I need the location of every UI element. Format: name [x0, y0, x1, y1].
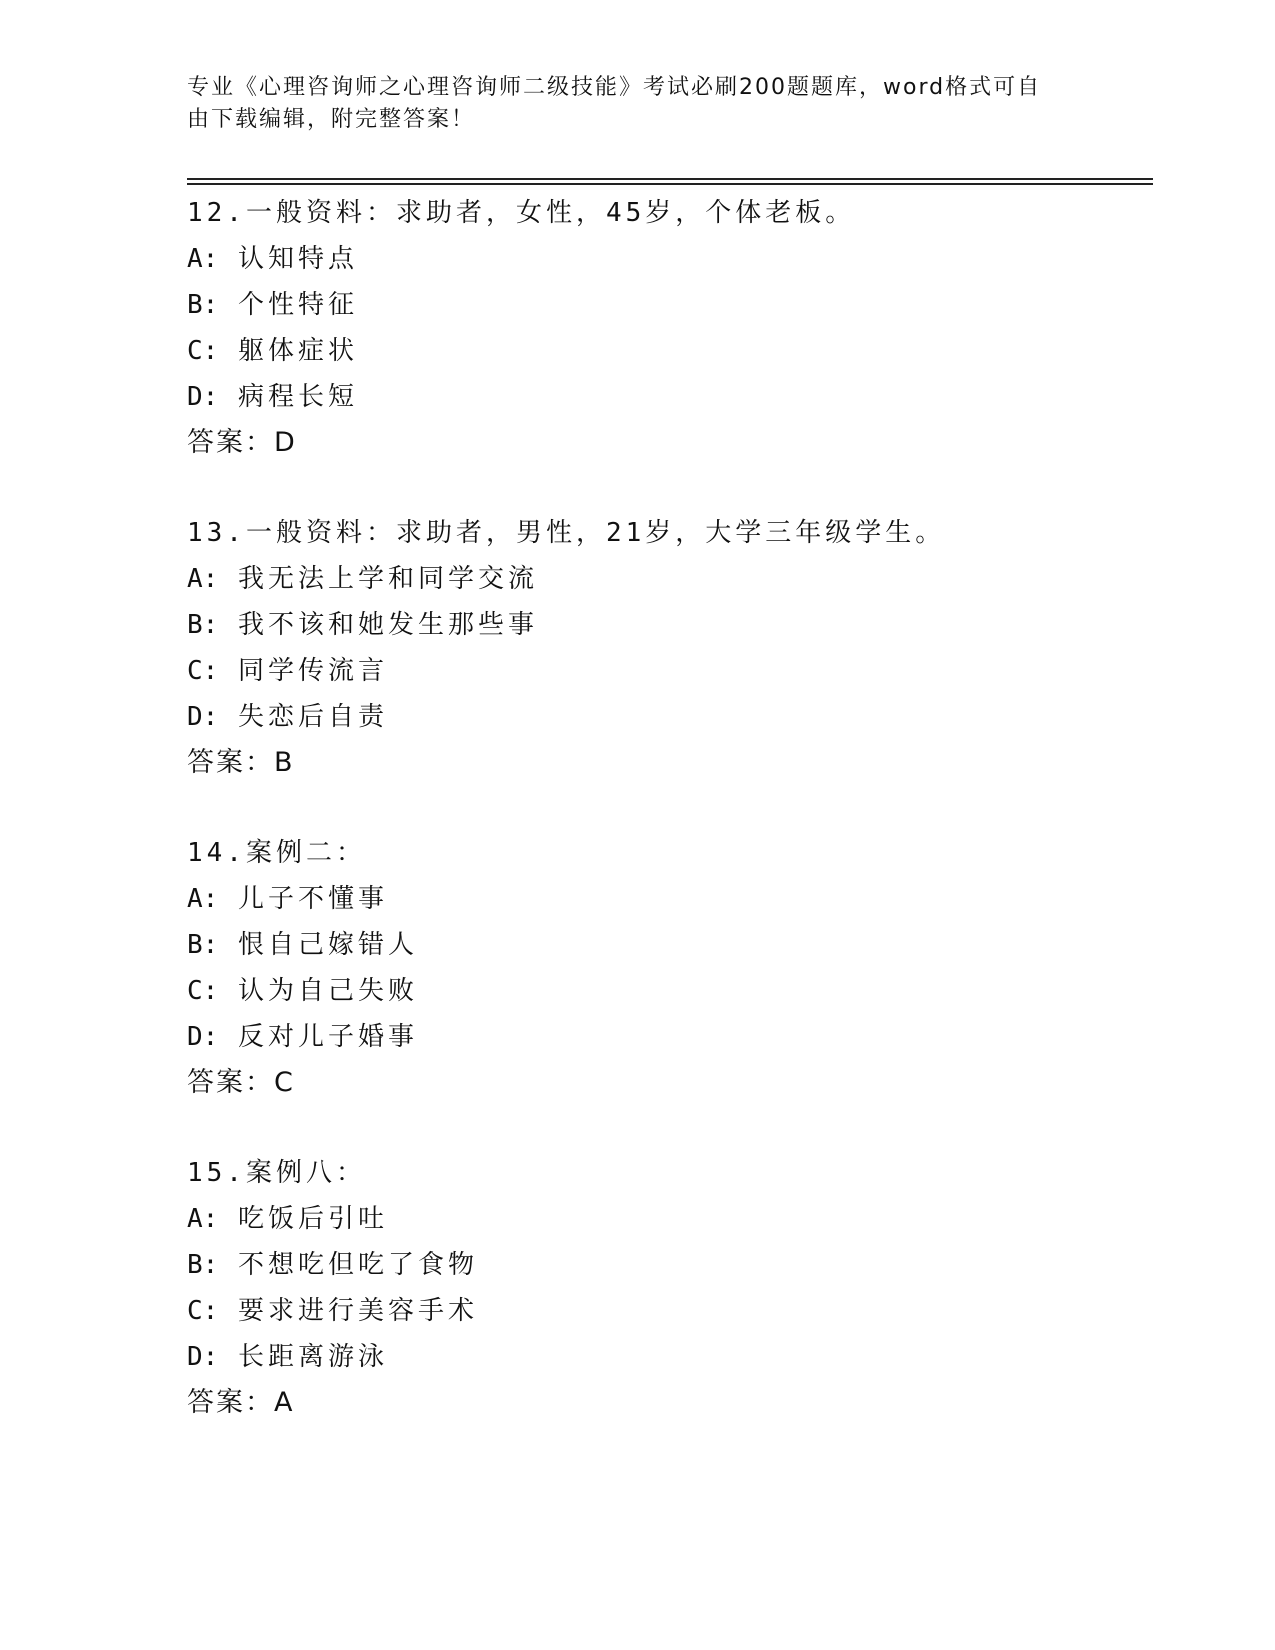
option-a	[187, 236, 1153, 282]
answer-line: 答案：B	[187, 747, 295, 778]
option-letter: C:	[187, 336, 219, 366]
option-a	[187, 1196, 1153, 1242]
question-stem: 14.案例二：	[187, 838, 366, 868]
option-text: 恨自己嫁错人	[237, 930, 418, 960]
question-15	[187, 1150, 1153, 1470]
option-text: 失恋后自责	[237, 702, 388, 732]
option-a	[187, 876, 1153, 922]
header-line-1: 专业《心理咨询师之心理咨询师二级技能》考试必刷200题题库，word格式可自	[187, 75, 1042, 100]
option-d	[187, 694, 1153, 740]
option-text: 长距离游泳	[237, 1342, 388, 1372]
option-text: 病程长短	[237, 382, 358, 412]
question-list	[187, 190, 1153, 1470]
option-c	[187, 1288, 1153, 1334]
header-divider-top	[187, 178, 1153, 180]
option-text: 同学传流言	[237, 656, 388, 686]
question-stem: 12.一般资料：求助者，女性，45岁，个体老板。	[187, 198, 856, 228]
option-letter: B:	[187, 1250, 219, 1280]
option-letter: C:	[187, 976, 219, 1006]
question-12	[187, 190, 1153, 510]
option-b	[187, 282, 1153, 328]
option-letter: B:	[187, 930, 219, 960]
option-b	[187, 602, 1153, 648]
option-text: 我无法上学和同学交流	[237, 564, 538, 594]
option-letter: D:	[187, 1342, 219, 1372]
option-letter: A:	[187, 1204, 219, 1234]
option-d	[187, 374, 1153, 420]
option-text: 我不该和她发生那些事	[237, 610, 538, 640]
question-stem: 13.一般资料：求助者，男性，21岁，大学三年级学生。	[187, 518, 946, 548]
option-b	[187, 922, 1153, 968]
option-b	[187, 1242, 1153, 1288]
option-text: 儿子不懂事	[237, 884, 388, 914]
option-letter: D:	[187, 702, 219, 732]
option-text: 认知特点	[237, 244, 358, 274]
question-14	[187, 830, 1153, 1150]
answer-line: 答案：A	[187, 1387, 295, 1418]
option-c	[187, 648, 1153, 694]
option-letter: A:	[187, 244, 219, 274]
option-text: 不想吃但吃了食物	[237, 1250, 478, 1280]
option-a	[187, 556, 1153, 602]
option-letter: A:	[187, 884, 219, 914]
question-13	[187, 510, 1153, 830]
option-c	[187, 968, 1153, 1014]
option-text: 认为自己失败	[237, 976, 418, 1006]
option-letter: C:	[187, 656, 219, 686]
option-c	[187, 328, 1153, 374]
option-letter: B:	[187, 610, 219, 640]
option-text: 吃饭后引吐	[237, 1204, 388, 1234]
option-letter: D:	[187, 1022, 219, 1052]
option-letter: C:	[187, 1296, 219, 1326]
option-text: 个性特征	[237, 290, 358, 320]
header-line-2: 由下载编辑，附完整答案！	[187, 107, 476, 132]
question-stem: 15.案例八：	[187, 1158, 366, 1188]
document-header	[187, 72, 1067, 136]
answer-line: 答案：C	[187, 1067, 295, 1098]
option-letter: D:	[187, 382, 219, 412]
answer-line: 答案：D	[187, 427, 297, 458]
option-d	[187, 1014, 1153, 1060]
option-d	[187, 1334, 1153, 1380]
option-text: 要求进行美容手术	[237, 1296, 478, 1326]
option-text: 反对儿子婚事	[237, 1022, 418, 1052]
option-letter: B:	[187, 290, 219, 320]
header-divider-bottom	[187, 183, 1153, 185]
option-letter: A:	[187, 564, 219, 594]
option-text: 躯体症状	[237, 336, 358, 366]
